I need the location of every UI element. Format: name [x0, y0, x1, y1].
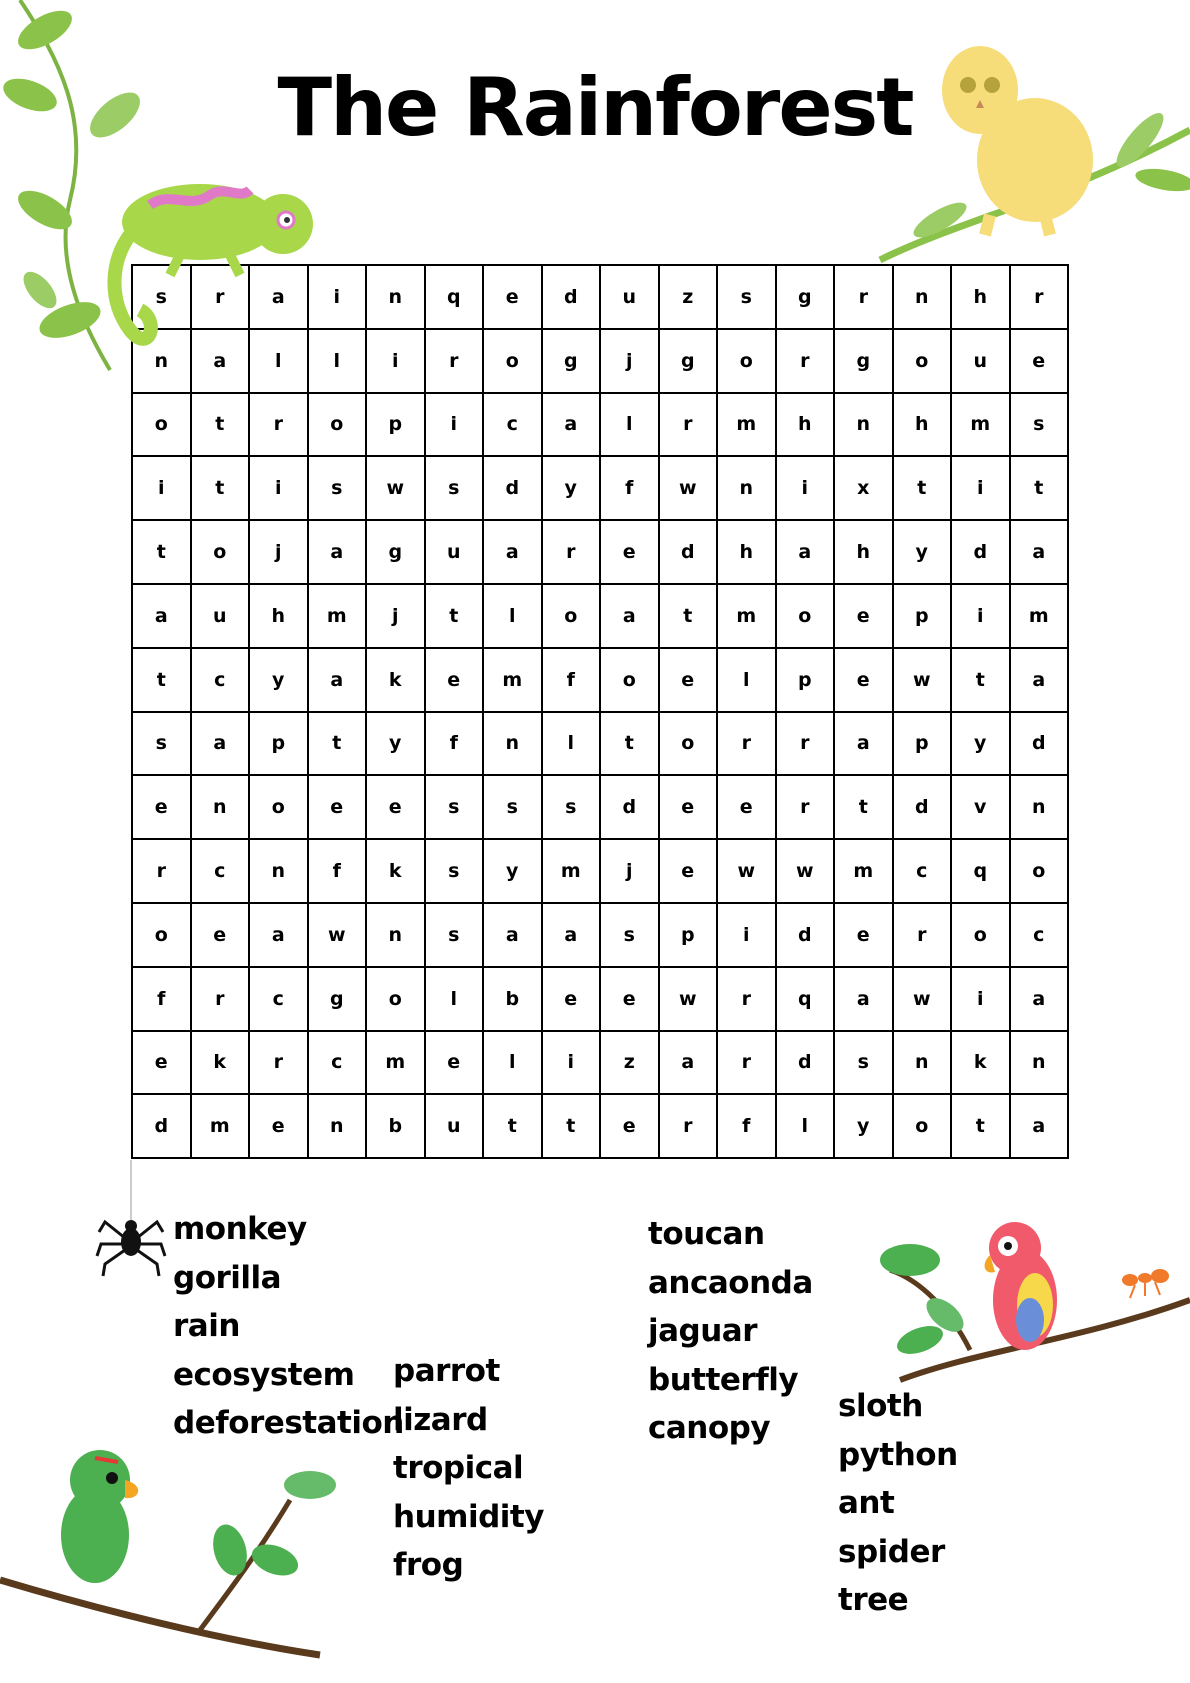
grid-cell[interactable]: e — [601, 521, 660, 585]
grid-cell[interactable]: i — [250, 457, 309, 521]
grid-cell[interactable]: r — [777, 776, 836, 840]
grid-cell[interactable]: z — [601, 1032, 660, 1096]
grid-cell[interactable]: r — [1011, 266, 1070, 330]
grid-cell[interactable]: i — [777, 457, 836, 521]
grid-cell[interactable]: f — [309, 840, 368, 904]
grid-cell[interactable]: y — [367, 713, 426, 777]
grid-cell[interactable]: o — [367, 968, 426, 1032]
grid-cell[interactable]: e — [192, 904, 251, 968]
grid-cell[interactable]: e — [543, 968, 602, 1032]
grid-cell[interactable]: f — [543, 649, 602, 713]
grid-cell[interactable]: m — [835, 840, 894, 904]
grid-cell[interactable]: t — [133, 649, 192, 713]
grid-cell[interactable]: e — [309, 776, 368, 840]
grid-cell[interactable]: s — [835, 1032, 894, 1096]
green-parrot-branch-illustration — [0, 1440, 340, 1670]
grid-cell[interactable]: p — [894, 713, 953, 777]
grid-cell[interactable]: a — [660, 1032, 719, 1096]
grid-cell[interactable]: r — [660, 1095, 719, 1159]
grid-cell[interactable]: d — [133, 1095, 192, 1159]
word-list-column-3 — [648, 1210, 813, 1453]
grid-cell[interactable]: y — [835, 1095, 894, 1159]
word-frog: frog — [393, 1547, 464, 1583]
grid-cell[interactable]: m — [484, 649, 543, 713]
grid-cell[interactable]: b — [484, 968, 543, 1032]
grid-cell[interactable]: t — [484, 1095, 543, 1159]
grid-cell[interactable]: e — [835, 904, 894, 968]
grid-cell[interactable]: w — [660, 968, 719, 1032]
grid-cell[interactable]: g — [660, 330, 719, 394]
grid-cell[interactable]: e — [601, 968, 660, 1032]
grid-cell[interactable]: l — [426, 968, 485, 1032]
grid-cell[interactable]: r — [777, 330, 836, 394]
grid-cell[interactable]: a — [309, 521, 368, 585]
grid-cell[interactable]: a — [601, 585, 660, 649]
grid-cell[interactable]: f — [718, 1095, 777, 1159]
grid-cell[interactable]: h — [894, 394, 953, 458]
grid-cell[interactable]: j — [367, 585, 426, 649]
grid-cell[interactable]: k — [952, 1032, 1011, 1096]
grid-cell[interactable]: d — [777, 1032, 836, 1096]
grid-cell[interactable]: i — [718, 904, 777, 968]
grid-cell[interactable]: g — [777, 266, 836, 330]
word-gorilla: gorilla — [173, 1259, 282, 1296]
grid-cell[interactable]: h — [777, 394, 836, 458]
grid-cell[interactable]: m — [192, 1095, 251, 1159]
grid-cell[interactable]: d — [484, 457, 543, 521]
grid-cell[interactable]: i — [309, 266, 368, 330]
grid-cell[interactable]: a — [543, 394, 602, 458]
grid-cell[interactable]: a — [250, 904, 309, 968]
grid-cell[interactable]: a — [133, 585, 192, 649]
grid-cell[interactable]: t — [835, 776, 894, 840]
grid-cell[interactable]: a — [1011, 1095, 1070, 1159]
grid-cell[interactable]: d — [952, 521, 1011, 585]
grid-cell[interactable]: a — [484, 904, 543, 968]
grid-cell[interactable]: o — [1011, 840, 1070, 904]
grid-cell[interactable]: s — [718, 266, 777, 330]
grid-cell[interactable]: l — [484, 585, 543, 649]
grid-cell[interactable]: h — [952, 266, 1011, 330]
grid-cell[interactable]: n — [484, 713, 543, 777]
grid-cell[interactable]: r — [250, 394, 309, 458]
grid-cell[interactable]: j — [601, 840, 660, 904]
grid-cell[interactable]: h — [718, 521, 777, 585]
grid-cell[interactable]: f — [133, 968, 192, 1032]
grid-cell[interactable]: l — [250, 330, 309, 394]
grid-cell[interactable]: m — [367, 1032, 426, 1096]
grid-cell[interactable]: d — [1011, 713, 1070, 777]
grid-cell[interactable]: e — [367, 776, 426, 840]
grid-cell[interactable]: r — [835, 266, 894, 330]
grid-cell[interactable]: o — [894, 330, 953, 394]
grid-cell[interactable]: f — [426, 713, 485, 777]
grid-cell[interactable]: o — [718, 330, 777, 394]
grid-cell[interactable]: a — [543, 904, 602, 968]
word-humidity: humidity — [393, 1498, 544, 1535]
grid-cell[interactable]: c — [192, 649, 251, 713]
vine-chameleon-illustration — [0, 0, 320, 380]
grid-cell[interactable]: i — [952, 585, 1011, 649]
grid-cell[interactable]: g — [543, 330, 602, 394]
grid-cell[interactable]: r — [192, 968, 251, 1032]
grid-cell[interactable]: c — [192, 840, 251, 904]
grid-cell[interactable]: s — [426, 904, 485, 968]
word-list-column-2 — [393, 1347, 544, 1590]
grid-cell[interactable]: s — [484, 776, 543, 840]
grid-cell[interactable]: u — [426, 521, 485, 585]
word-lizard: lizard — [393, 1401, 488, 1438]
grid-cell[interactable]: n — [835, 394, 894, 458]
grid-cell[interactable]: a — [309, 649, 368, 713]
grid-cell[interactable]: g — [835, 330, 894, 394]
grid-cell[interactable]: r — [718, 1032, 777, 1096]
grid-cell[interactable]: t — [133, 521, 192, 585]
grid-cell[interactable]: t — [952, 1095, 1011, 1159]
grid-cell[interactable]: p — [777, 649, 836, 713]
grid-cell[interactable]: m — [718, 585, 777, 649]
grid-cell[interactable]: d — [894, 776, 953, 840]
grid-cell[interactable]: l — [309, 330, 368, 394]
grid-cell[interactable]: d — [601, 776, 660, 840]
grid-cell[interactable]: o — [952, 904, 1011, 968]
grid-cell[interactable]: u — [601, 266, 660, 330]
grid-cell[interactable]: s — [133, 266, 192, 330]
grid-cell[interactable]: e — [660, 776, 719, 840]
grid-cell[interactable]: k — [367, 649, 426, 713]
grid-cell[interactable]: d — [660, 521, 719, 585]
grid-cell[interactable]: e — [484, 266, 543, 330]
grid-cell[interactable]: a — [835, 713, 894, 777]
grid-cell[interactable]: t — [601, 713, 660, 777]
grid-cell[interactable]: t — [309, 713, 368, 777]
grid-cell[interactable]: u — [192, 585, 251, 649]
grid-cell[interactable]: m — [309, 585, 368, 649]
grid-cell[interactable]: o — [484, 330, 543, 394]
grid-cell[interactable]: h — [250, 585, 309, 649]
grid-cell[interactable]: d — [777, 904, 836, 968]
grid-cell[interactable]: w — [894, 968, 953, 1032]
grid-cell[interactable]: e — [601, 1095, 660, 1159]
word-ancaonda: ancaonda — [648, 1264, 813, 1301]
grid-cell[interactable]: p — [367, 394, 426, 458]
grid-cell[interactable]: i — [952, 457, 1011, 521]
word-toucan: toucan — [648, 1216, 765, 1252]
word-sloth: sloth — [838, 1388, 923, 1424]
grid-cell[interactable]: r — [660, 394, 719, 458]
grid-cell[interactable]: r — [718, 968, 777, 1032]
grid-cell[interactable]: w — [894, 649, 953, 713]
word-ant: ant — [838, 1485, 895, 1521]
grid-cell[interactable]: n — [309, 1095, 368, 1159]
grid-cell[interactable]: k — [192, 1032, 251, 1096]
grid-cell[interactable]: m — [718, 394, 777, 458]
grid-cell[interactable]: s — [601, 904, 660, 968]
grid-cell[interactable]: o — [601, 649, 660, 713]
grid-cell[interactable]: y — [543, 457, 602, 521]
grid-cell[interactable]: t — [192, 394, 251, 458]
grid-cell[interactable]: r — [250, 1032, 309, 1096]
grid-cell[interactable]: o — [894, 1095, 953, 1159]
grid-cell[interactable]: m — [543, 840, 602, 904]
grid-cell[interactable]: p — [250, 713, 309, 777]
grid-cell[interactable]: n — [192, 776, 251, 840]
grid-cell[interactable]: a — [835, 968, 894, 1032]
grid-cell[interactable]: f — [601, 457, 660, 521]
grid-cell[interactable]: n — [1011, 776, 1070, 840]
grid-cell[interactable]: g — [309, 968, 368, 1032]
word-deforestation: deforestation — [173, 1405, 404, 1441]
word-monkey: monkey — [173, 1211, 307, 1247]
grid-cell[interactable]: z — [660, 266, 719, 330]
grid-cell[interactable]: s — [426, 776, 485, 840]
grid-cell[interactable]: y — [484, 840, 543, 904]
grid-cell[interactable]: y — [952, 713, 1011, 777]
grid-cell[interactable]: e — [426, 649, 485, 713]
grid-cell[interactable]: x — [835, 457, 894, 521]
grid-cell[interactable]: a — [1011, 649, 1070, 713]
grid-cell[interactable]: e — [660, 840, 719, 904]
grid-cell[interactable]: o — [133, 904, 192, 968]
word-search-grid[interactable] — [131, 264, 1069, 1159]
grid-cell[interactable]: n — [133, 330, 192, 394]
grid-cell[interactable]: d — [543, 266, 602, 330]
grid-cell[interactable]: v — [952, 776, 1011, 840]
grid-cell[interactable]: w — [309, 904, 368, 968]
word-canopy: canopy — [648, 1410, 771, 1446]
word-ecosystem: ecosystem — [173, 1356, 355, 1393]
grid-cell[interactable]: r — [192, 266, 251, 330]
grid-cell[interactable]: l — [777, 1095, 836, 1159]
grid-cell[interactable]: k — [367, 840, 426, 904]
parrot-icon — [985, 1222, 1057, 1350]
grid-cell[interactable]: e — [133, 1032, 192, 1096]
grid-cell[interactable]: e — [660, 649, 719, 713]
grid-cell[interactable]: e — [718, 776, 777, 840]
grid-cell[interactable]: q — [426, 266, 485, 330]
grid-cell[interactable]: i — [367, 330, 426, 394]
grid-cell[interactable]: o — [777, 585, 836, 649]
grid-cell[interactable]: a — [1011, 968, 1070, 1032]
grid-cell[interactable]: a — [1011, 521, 1070, 585]
grid-cell[interactable]: m — [952, 394, 1011, 458]
grid-cell[interactable]: l — [484, 1032, 543, 1096]
word-parrot: parrot — [393, 1353, 500, 1389]
grid-cell[interactable]: w — [367, 457, 426, 521]
grid-cell[interactable]: s — [1011, 394, 1070, 458]
parrot-branch-illustration — [880, 1210, 1190, 1400]
grid-cell[interactable]: l — [601, 394, 660, 458]
grid-cell[interactable]: e — [426, 1032, 485, 1096]
grid-cell[interactable]: n — [894, 266, 953, 330]
grid-cell[interactable]: j — [601, 330, 660, 394]
grid-cell[interactable]: e — [1011, 330, 1070, 394]
grid-cell[interactable]: l — [718, 649, 777, 713]
grid-cell[interactable]: o — [309, 394, 368, 458]
grid-cell[interactable]: r — [894, 904, 953, 968]
word-tropical: tropical — [393, 1450, 524, 1486]
grid-cell[interactable]: g — [367, 521, 426, 585]
grid-cell[interactable]: u — [952, 330, 1011, 394]
grid-cell[interactable]: o — [250, 776, 309, 840]
grid-cell[interactable]: r — [426, 330, 485, 394]
grid-cell[interactable]: t — [543, 1095, 602, 1159]
grid-cell[interactable]: c — [309, 1032, 368, 1096]
grid-cell[interactable]: n — [367, 904, 426, 968]
grid-cell[interactable]: h — [835, 521, 894, 585]
grid-cell[interactable]: s — [426, 840, 485, 904]
grid-cell[interactable]: c — [250, 968, 309, 1032]
grid-cell[interactable]: e — [133, 776, 192, 840]
word-list-column-4 — [838, 1382, 958, 1625]
word-tree: tree — [838, 1582, 909, 1618]
page-title: The Rainforest — [277, 61, 913, 154]
grid-cell[interactable]: n — [718, 457, 777, 521]
grid-cell[interactable]: w — [660, 457, 719, 521]
grid-cell[interactable]: o — [543, 585, 602, 649]
grid-cell[interactable]: n — [894, 1032, 953, 1096]
grid-cell[interactable]: t — [952, 649, 1011, 713]
grid-cell[interactable]: t — [894, 457, 953, 521]
grid-cell[interactable]: q — [952, 840, 1011, 904]
grid-cell[interactable]: y — [250, 649, 309, 713]
grid-cell[interactable]: b — [367, 1095, 426, 1159]
word-list-column-1 — [173, 1205, 404, 1448]
grid-cell[interactable]: t — [192, 457, 251, 521]
grid-cell[interactable]: o — [192, 521, 251, 585]
grid-cell[interactable]: c — [1011, 904, 1070, 968]
grid-cell[interactable]: e — [835, 585, 894, 649]
grid-cell[interactable]: j — [250, 521, 309, 585]
grid-cell[interactable]: a — [484, 521, 543, 585]
word-jaguar: jaguar — [648, 1313, 758, 1349]
word-spider: spider — [838, 1533, 945, 1570]
grid-cell[interactable]: a — [192, 713, 251, 777]
grid-cell[interactable]: w — [777, 840, 836, 904]
grid-cell[interactable]: p — [660, 904, 719, 968]
grid-cell[interactable]: c — [894, 840, 953, 904]
grid-cell[interactable]: w — [718, 840, 777, 904]
grid-cell[interactable]: e — [835, 649, 894, 713]
grid-cell[interactable]: m — [1011, 585, 1070, 649]
grid-cell[interactable]: r — [718, 713, 777, 777]
grid-cell[interactable]: i — [952, 968, 1011, 1032]
grid-cell[interactable]: i — [426, 394, 485, 458]
grid-cell[interactable]: o — [660, 713, 719, 777]
grid-cell[interactable]: r — [543, 521, 602, 585]
chameleon-icon — [114, 184, 313, 339]
ant-icon — [1122, 1269, 1169, 1298]
green-parrot-icon — [61, 1450, 138, 1583]
grid-cell[interactable]: n — [367, 266, 426, 330]
word-python: python — [838, 1436, 958, 1473]
spider-illustration — [95, 1160, 165, 1300]
grid-cell[interactable]: a — [777, 521, 836, 585]
grid-cell[interactable]: s — [133, 713, 192, 777]
grid-cell[interactable]: l — [543, 713, 602, 777]
grid-cell[interactable]: r — [133, 840, 192, 904]
grid-cell[interactable]: u — [426, 1095, 485, 1159]
grid-cell[interactable]: s — [309, 457, 368, 521]
grid-cell[interactable]: y — [894, 521, 953, 585]
grid-cell[interactable]: a — [192, 330, 251, 394]
grid-cell[interactable]: o — [133, 394, 192, 458]
grid-cell[interactable]: s — [426, 457, 485, 521]
grid-cell[interactable]: i — [133, 457, 192, 521]
grid-cell[interactable]: n — [250, 840, 309, 904]
grid-cell[interactable]: p — [894, 585, 953, 649]
grid-cell[interactable]: t — [426, 585, 485, 649]
grid-cell[interactable]: t — [1011, 457, 1070, 521]
grid-cell[interactable]: a — [250, 266, 309, 330]
word-butterfly: butterfly — [648, 1361, 799, 1398]
word-rain: rain — [173, 1308, 240, 1344]
grid-cell[interactable]: c — [484, 394, 543, 458]
grid-cell[interactable]: e — [250, 1095, 309, 1159]
grid-cell[interactable]: t — [660, 585, 719, 649]
grid-cell[interactable]: q — [777, 968, 836, 1032]
grid-cell[interactable]: r — [777, 713, 836, 777]
grid-cell[interactable]: s — [543, 776, 602, 840]
monkey-branch-illustration — [880, 20, 1190, 270]
grid-cell[interactable]: i — [543, 1032, 602, 1096]
grid-cell[interactable]: n — [1011, 1032, 1070, 1096]
